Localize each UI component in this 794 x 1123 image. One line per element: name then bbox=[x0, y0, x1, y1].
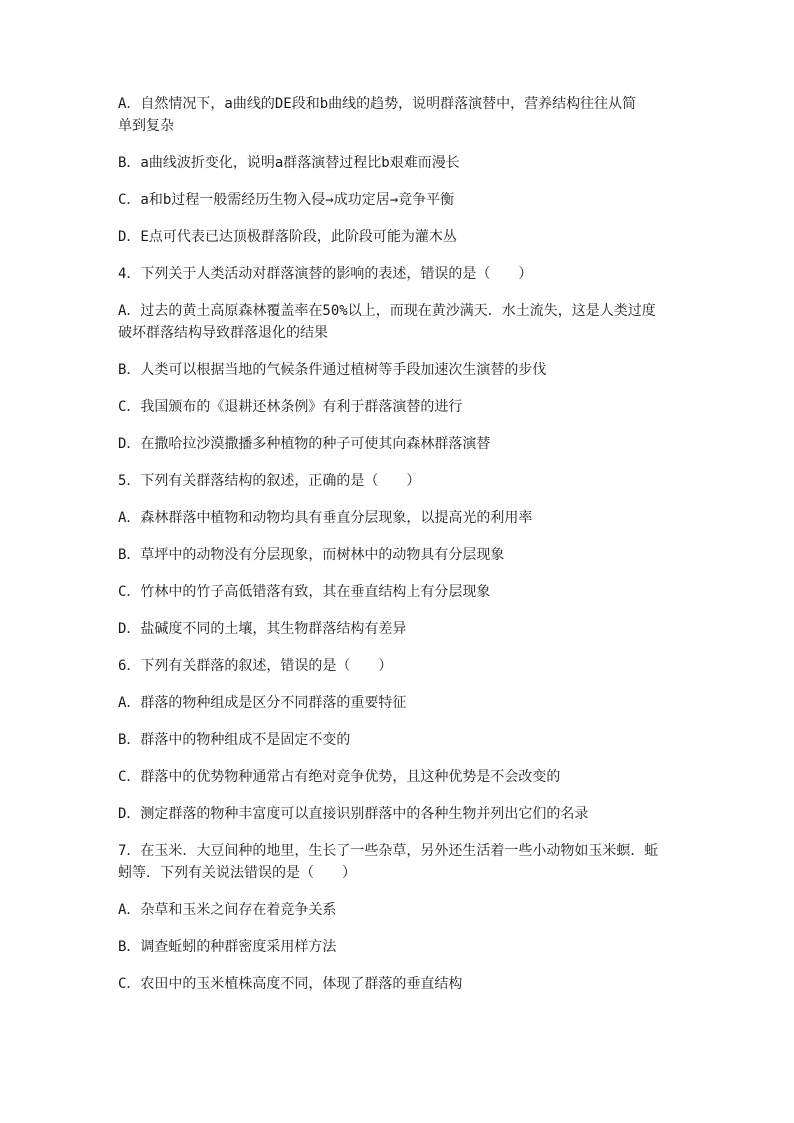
text-line: D．盐碱度不同的土壤，其生物群落结构有差异 bbox=[118, 621, 407, 637]
text-line: C．农田中的玉米植株高度不同，体现了群落的垂直结构 bbox=[118, 976, 463, 992]
text-line: D．E点可代表已达顶极群落阶段，此阶段可能为灌木丛 bbox=[118, 229, 457, 245]
text-line: C．竹林中的竹子高低错落有致，其在垂直结构上有分层现象 bbox=[118, 584, 491, 600]
text-line: A．杂草和玉米之间存在着竞争关系 bbox=[118, 902, 337, 918]
text-line: D．测定群落的物种丰富度可以直接识别群落中的各种生物并列出它们的名录 bbox=[118, 806, 589, 822]
text-line: C．群落中的优势物种通常占有绝对竞争优势，且这种优势是不会改变的 bbox=[118, 769, 561, 785]
text-line: A．群落的物种组成是区分不同群落的重要特征 bbox=[118, 695, 407, 711]
text-line: B．群落中的物种组成不是固定不变的 bbox=[118, 732, 351, 748]
text-line: B．调查蚯蚓的种群密度采用样方法 bbox=[118, 939, 337, 955]
text-line: B．a曲线波折变化，说明a群落演替过程比b艰难而漫长 bbox=[118, 155, 460, 171]
document-page bbox=[118, 93, 680, 1010]
text-line: 蚓等．下列有关说法错误的是（ ） bbox=[118, 865, 356, 881]
text-line: C．a和b过程一般需经历生物入侵→成功定居→竞争平衡 bbox=[118, 192, 455, 208]
text-line: A．过去的黄土高原森林覆盖率在50%以上，而现在黄沙满天．水土流失，这是人类过度 bbox=[118, 303, 656, 319]
text-line: C．我国颁布的《退耕还林条例》有利于群落演替的进行 bbox=[118, 399, 463, 415]
text-line: B．人类可以根据当地的气候条件通过植树等手段加速次生演替的步伐 bbox=[118, 362, 547, 378]
text-line: D．在撒哈拉沙漠撒播多种植物的种子可使其向森林群落演替 bbox=[118, 436, 491, 452]
text-line: B．草坪中的动物没有分层现象，而树林中的动物具有分层现象 bbox=[118, 547, 505, 563]
text-line: 6．下列有关群落的叙述，错误的是（ ） bbox=[118, 658, 393, 674]
text-line: 5．下列有关群落结构的叙述，正确的是（ ） bbox=[118, 473, 421, 489]
text-line: A．自然情况下，a曲线的DE段和b曲线的趋势，说明群落演替中，营养结构往往从简 bbox=[118, 96, 637, 112]
text-line: 7．在玉米．大豆间种的地里，生长了一些杂草，另外还生活着一些小动物如玉米螟．蚯 bbox=[118, 843, 659, 859]
text-line: A．森林群落中植物和动物均具有垂直分层现象，以提高光的利用率 bbox=[118, 510, 533, 526]
text-line: 单到复杂 bbox=[118, 118, 174, 134]
text-line: 4．下列关于人类活动对群落演替的影响的表述，错误的是（ ） bbox=[118, 266, 533, 282]
text-line: 破坏群落结构导致群落退化的结果 bbox=[118, 325, 328, 341]
